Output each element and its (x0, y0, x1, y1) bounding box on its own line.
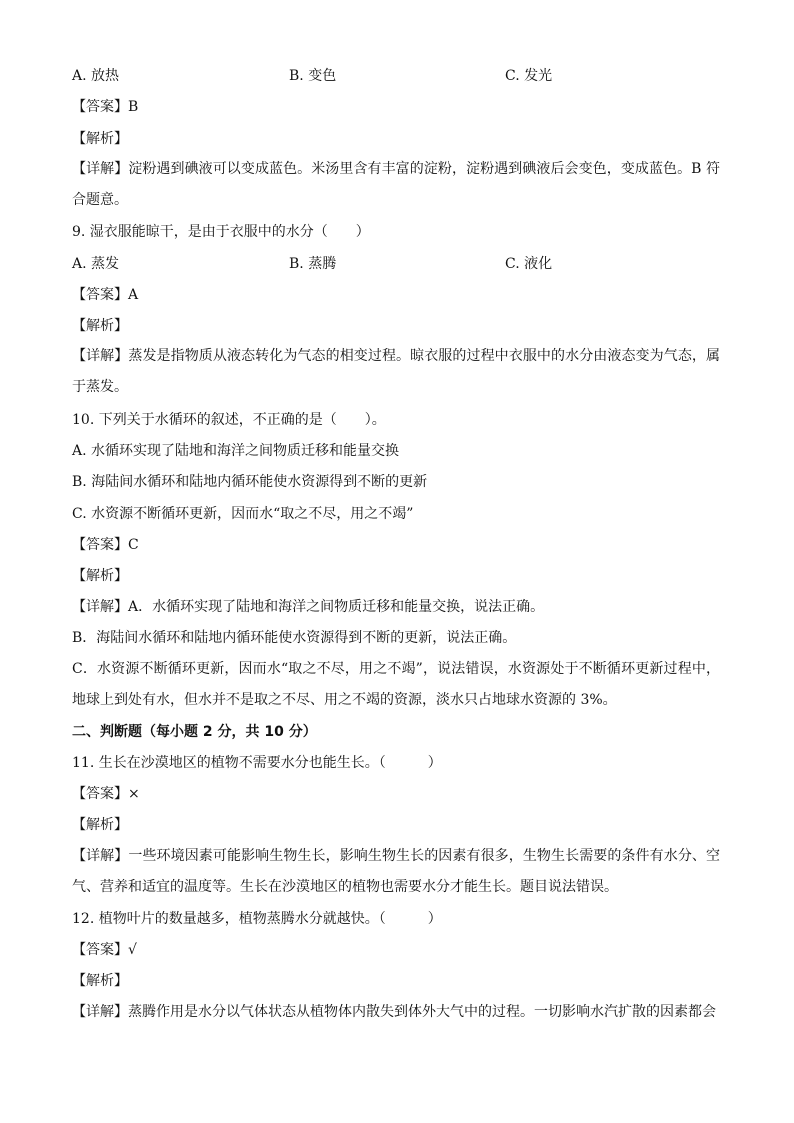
q8-detail: 【详解】淀粉遇到碘液可以变成蓝色。米汤里含有丰富的淀粉，淀粉遇到碘液后会变色，变成蓝色。B 符合题意。 (72, 161, 720, 208)
section-title: 二、判断题（每小题 2 分，共 10 分） (72, 724, 317, 740)
q10-detail-c: C．水资源不断循环更新，因而水“取之不尽，用之不竭”，说法错误，水资源处于不断循环更新过程中，地球上到处有水，但水并不是取之不尽、用之不竭的资源，淡水只占地球水资源的 3%。 (72, 661, 720, 708)
q10-analysis-label: 【解析】 (72, 568, 128, 584)
q10-option-c: C. 水资源不断循环更新，因而水“取之不尽，用之不竭” (72, 506, 414, 522)
q9-analysis-label: 【解析】 (72, 318, 128, 334)
q8-option-b: B. 变色 (289, 68, 337, 84)
q9-option-b: B. 蒸腾 (289, 256, 337, 272)
q9-detail: 【详解】蒸发是指物质从液态转化为气态的相变过程。晾衣服的过程中衣服中的水分由液态变为气态，属于蒸发。 (72, 348, 720, 395)
q9-option-a: A. 蒸发 (72, 256, 120, 272)
q8-answer: 【答案】B (72, 99, 139, 115)
q10-answer: 【答案】C (72, 537, 139, 553)
q12-detail: 【详解】蒸腾作用是水分以气体状态从植物体内散失到体外大气中的过程。一切影响水汽扩散的因素都会 (72, 1004, 716, 1020)
q10-detail-b: B．海陆间水循环和陆地内循环能使水资源得到不断的更新，说法正确。 (72, 630, 517, 646)
q11-analysis-label: 【解析】 (72, 817, 128, 833)
q12-answer: 【答案】√ (72, 942, 137, 958)
q8-analysis-label: 【解析】 (72, 131, 128, 147)
q8-option-a: A. 放热 (72, 68, 120, 84)
q11-detail: 【详解】一些环境因素可能影响生物生长，影响生物生长的因素有很多，生物生长需要的条件有水分、空气、营养和适宜的温度等。生长在沙漠地区的植物也需要水分才能生长。题目说法错误。 (72, 848, 720, 895)
q12-analysis-label: 【解析】 (72, 973, 128, 989)
q10-option-a: A. 水循环实现了陆地和海洋之间物质迁移和能量交换 (72, 443, 400, 459)
q12-question: 12. 植物叶片的数量越多，植物蒸腾水分就越快。（ ） (72, 911, 442, 927)
q8-option-c: C. 发光 (505, 68, 553, 84)
q11-answer: 【答案】× (72, 786, 140, 802)
q10-question: 10. 下列关于水循环的叙述，不正确的是（ ）。 (72, 412, 386, 428)
q10-detail-a: 【详解】A．水循环实现了陆地和海洋之间物质迁移和能量交换，说法正确。 (72, 599, 545, 615)
q9-answer: 【答案】A (72, 287, 139, 303)
q10-option-b: B. 海陆间水循环和陆地内循环能使水资源得到不断的更新 (72, 474, 428, 490)
q11-question: 11. 生长在沙漠地区的植物不需要水分也能生长。（ ） (72, 755, 442, 771)
q9-question: 9. 湿衣服能晾干，是由于衣服中的水分（ ） (72, 224, 370, 240)
q9-option-c: C. 液化 (505, 256, 553, 272)
